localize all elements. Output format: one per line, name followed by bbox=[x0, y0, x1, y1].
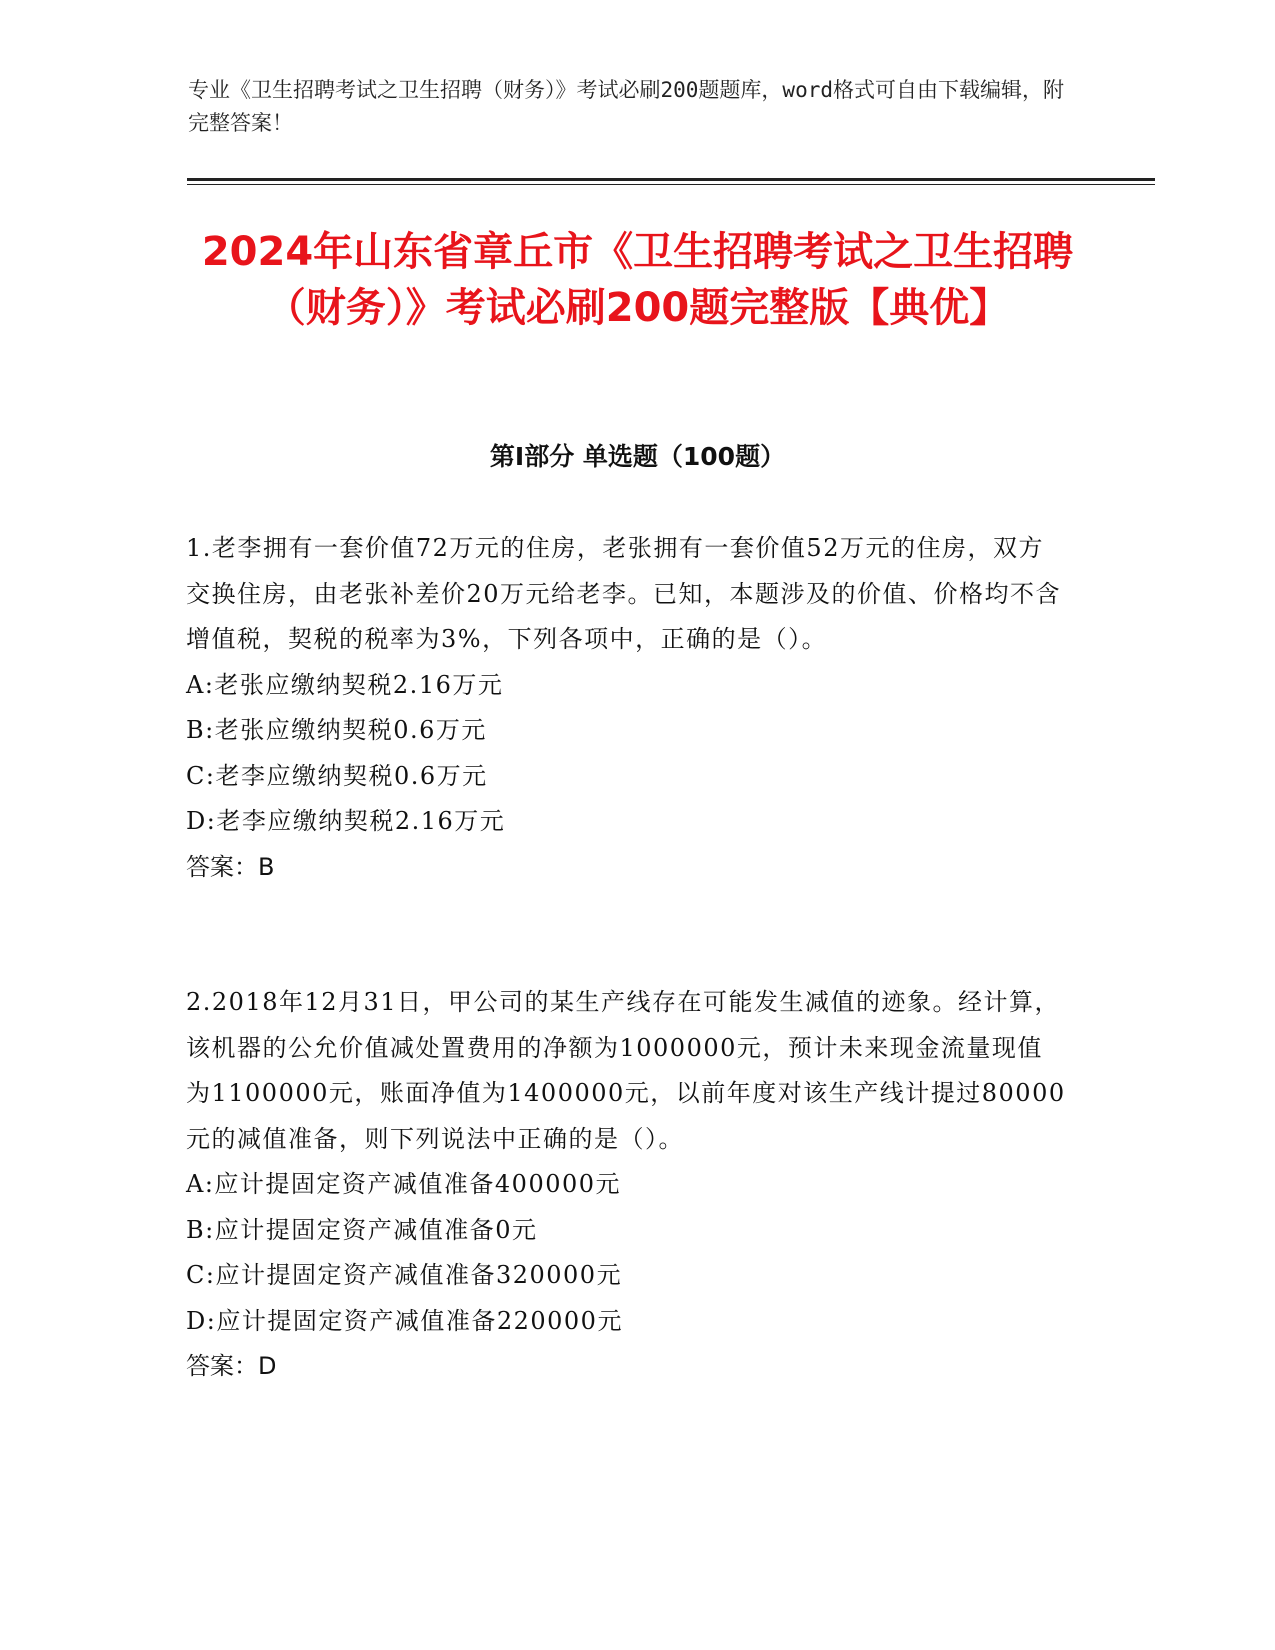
question-1 bbox=[186, 526, 1066, 890]
header-divider-thin bbox=[187, 184, 1155, 185]
option-a: A:老张应缴纳契税2.16万元 bbox=[186, 670, 504, 699]
option-list bbox=[186, 663, 1066, 845]
answer-label: 答案：B bbox=[186, 852, 275, 881]
option-list bbox=[186, 1162, 1066, 1344]
document-title: 2024年山东省章丘市《卫生招聘考试之卫生招聘（财务）》考试必刷200题完整版【典优】 bbox=[201, 229, 1074, 331]
question-stem: 2.2018年12月31日，甲公司的某生产线存在可能发生减值的迹象。经计算，该机器的公允价值减处置费用的净额为1000000元，预计未来现金流量现值为1100000元，账面净值为1400000元，以前年度对该生产线计提过80000元的减值准备，则下列说法中正确的是（）。 bbox=[186, 988, 1066, 1153]
option-c: C:应计提固定资产减值准备320000元 bbox=[186, 1261, 623, 1289]
option-b: B:应计提固定资产减值准备0元 bbox=[186, 1215, 538, 1244]
answer-label: 答案：D bbox=[186, 1352, 277, 1380]
option-b: B:老张应缴纳契税0.6万元 bbox=[186, 716, 487, 744]
header-divider-thick bbox=[187, 178, 1155, 181]
option-a: A:应计提固定资产减值准备400000元 bbox=[186, 1170, 622, 1198]
option-c: C:老李应缴纳契税0.6万元 bbox=[186, 761, 488, 790]
section-title: 第I部分 单选题（100题） bbox=[489, 442, 786, 471]
header-note: 专业《卫生招聘考试之卫生招聘（财务）》考试必刷200题题库，word格式可自由下载编辑，附完整答案！ bbox=[188, 78, 1064, 135]
question-2 bbox=[186, 980, 1066, 1390]
option-d: D:老李应缴纳契税2.16万元 bbox=[186, 807, 506, 835]
question-stem: 1.老李拥有一套价值72万元的住房，老张拥有一套价值52万元的住房，双方交换住房，由老张补差价20万元给老李。已知，本题涉及的价值、价格均不含增值税，契税的税率为3%，下列各项中，正确的是（）。 bbox=[186, 534, 1062, 653]
option-d: D:应计提固定资产减值准备220000元 bbox=[186, 1306, 623, 1335]
